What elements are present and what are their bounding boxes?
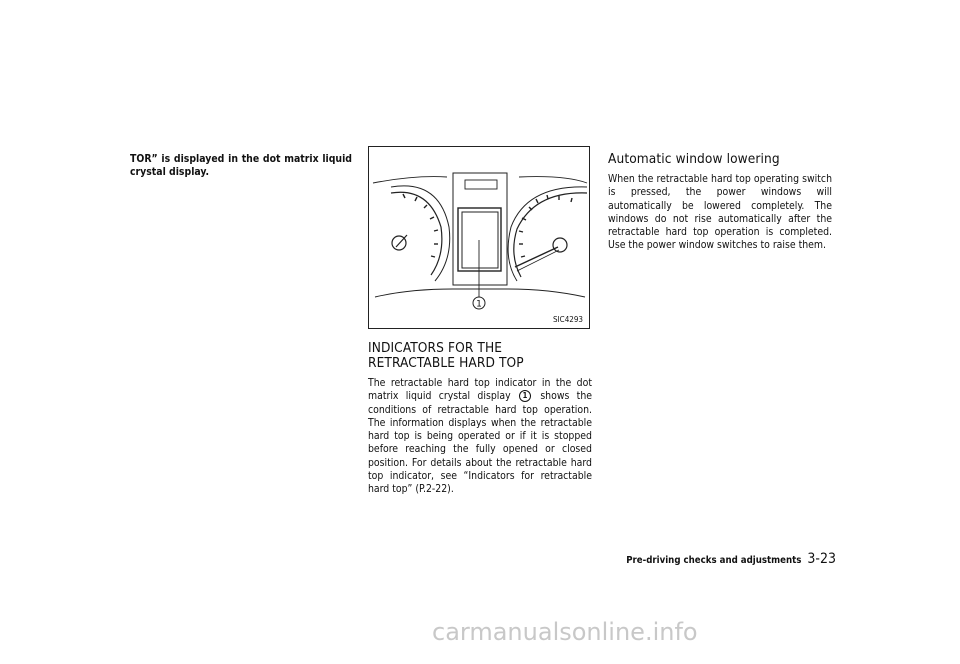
section-heading-window-lowering: Automatic window lowering: [608, 151, 780, 167]
watermark-logo: carmanualsonline.info: [432, 618, 698, 646]
figure-callout-number: 1: [476, 299, 482, 310]
page-footer: [560, 548, 836, 567]
indicators-text-after: shows the conditions of retractable hard top operation. The information displays when the retractable hard top is being operated or if it is stopped before reaching the fully opened or closed position. For details about the retractable hard top indicator, see “Indicators for retractable hard top” (P.2-22).: [368, 390, 593, 496]
column-middle: [368, 146, 592, 497]
column-right: [608, 152, 832, 253]
instrument-cluster-figure: [368, 146, 590, 329]
column-left: [130, 153, 352, 180]
footer-section-label: Pre-driving checks and adjustments: [626, 555, 802, 566]
indicators-paragraph: [368, 377, 592, 497]
continued-paragraph: TOR” is displayed in the dot matrix liquid crystal display.: [130, 153, 352, 179]
window-lowering-paragraph: When the retractable hard top operating switch is pressed, the power windows will automatically be lowered completely. The windows do not rise automatically after the retractable hard top operation is completed. Use the power window switches to raise them.: [608, 173, 832, 252]
callout-number-icon: 1: [519, 390, 531, 402]
indicators-text-before: The retractable hard top indicator in the dot matrix liquid crystal display: [368, 377, 592, 403]
section-heading-indicators: INDICATORS FOR THE RETRACTABLE HARD TOP: [368, 340, 524, 371]
page-number: 3-23: [807, 551, 836, 567]
figure-code: SIC4293: [552, 315, 583, 324]
instrument-cluster-illustration: [369, 147, 589, 328]
